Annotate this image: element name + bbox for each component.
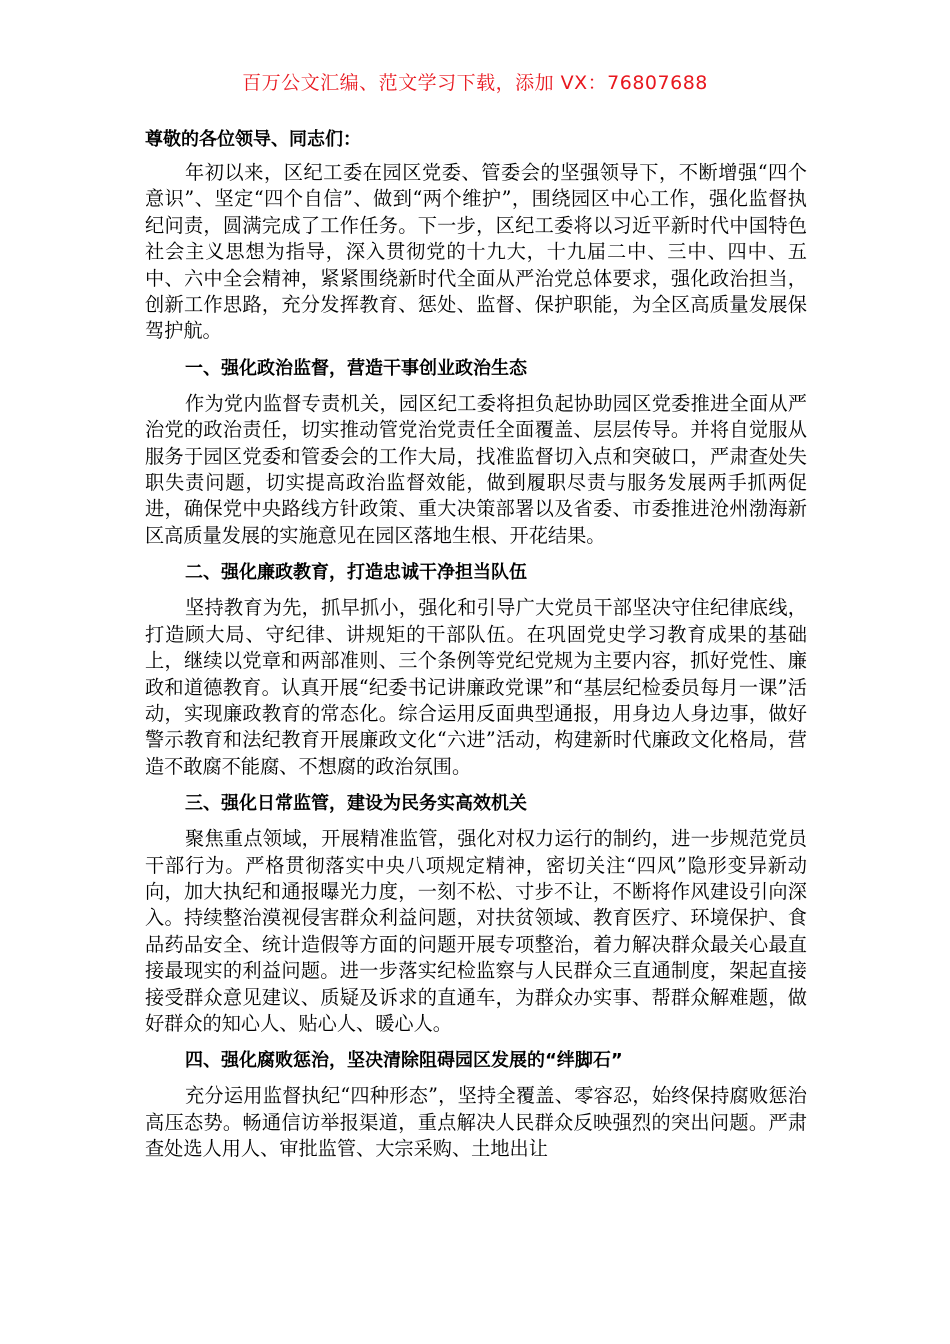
- section-2-body: 坚持教育为先，抓早抓小，强化和引导广大党员干部坚决守住纪律底线，打造顾大局、守纪律、讲规矩的干部队伍。在巩固党史学习教育成果的基础上，继续以党章和两部准则、三个条例等党纪党规为主要内容，抓好党性、廉政和道德教育。认真开展“纪委书记讲廉政党课”和“基层纪检委员每月一课”活动，实现廉政教育的常态化。综合运用反面典型通报，用身边人身边事，做好警示教育和法纪教育开展廉政文化“六进”活动，构建新时代廉政文化格局，营造不敢腐不能腐、不想腐的政治氛围。: [145, 596, 807, 778]
- greeting: 尊敬的各位领导、同志们：: [145, 129, 361, 150]
- section-4-heading: 四、强化腐败惩治，坚决清除阻碍园区发展的“绊脚石”: [185, 1050, 623, 1072]
- watermark-banner: 百万公文汇编、范文学习下载，添加 VX：76807688: [242, 72, 708, 94]
- section-4-body: 充分运用监督执纪“四种形态”，坚持全覆盖、零容忍，始终保持腐败惩治高压态势。畅通信访举报渠道，重点解决人民群众反映强烈的突出问题。严肃查处选人用人、审批监管、大宗采购、土地出让: [145, 1084, 807, 1161]
- section-1-heading: 一、强化政治监督，营造干事创业政治生态: [185, 357, 527, 379]
- document-body: [145, 128, 807, 1163]
- section-2-heading: 二、强化廉政教育，打造忠诚干净担当队伍: [185, 562, 527, 584]
- section-3-heading: 三、强化日常监管，建设为民务实高效机关: [185, 793, 527, 815]
- section-1-body: 作为党内监督专责机关，园区纪工委将担负起协助园区党委推进全面从严治党的政治责任，切实推动管党治党责任全面覆盖、层层传导。并将自觉服从服务于园区党委和管委会的工作大局，找准监督切入点和突破口，严肃查处失职失责问题，切实提高政治监督效能，做到履职尽责与服务发展两手抓两促进，确保党中央路线方针政策、重大决策部署以及省委、市委推进沧州渤海新区高质量发展的实施意见在园区落地生根、开花结果。: [145, 391, 807, 547]
- intro-paragraph: 年初以来，区纪工委在园区党委、管委会的坚强领导下，不断增强“四个意识”、坚定“四个自信”、做到“两个维护”，围绕园区中心工作，强化监督执纪问责，圆满完成了工作任务。下一步，区纪工委将以习近平新时代中国特色社会主义思想为指导，深入贯彻党的十九大，十九届二中、三中、四中、五中、六中全会精神，紧紧围绕新时代全面从严治党总体要求，强化政治担当，创新工作思路，充分发挥教育、惩处、监督、保护职能，为全区高质量发展保驾护航。: [145, 161, 807, 343]
- section-3-body: 聚焦重点领域，开展精准监管，强化对权力运行的制约，进一步规范党员干部行为。严格贯彻落实中央八项规定精神，密切关注“四风”隐形变异新动向，加大执纪和通报曝光力度，一刻不松、寸步不让，不断将作风建设引向深入。持续整治漠视侵害群众利益问题，对扶贫领域、教育医疗、环境保护、食品药品安全、统计造假等方面的问题开展专项整治，着力解决群众最关心最直接最现实的利益问题。进一步落实纪检监察与人民群众三直通制度，架起直接接受群众意见建议、质疑及诉求的直通车，为群众办实事、帮群众解难题，做好群众的知心人、贴心人、暖心人。: [145, 827, 807, 1035]
